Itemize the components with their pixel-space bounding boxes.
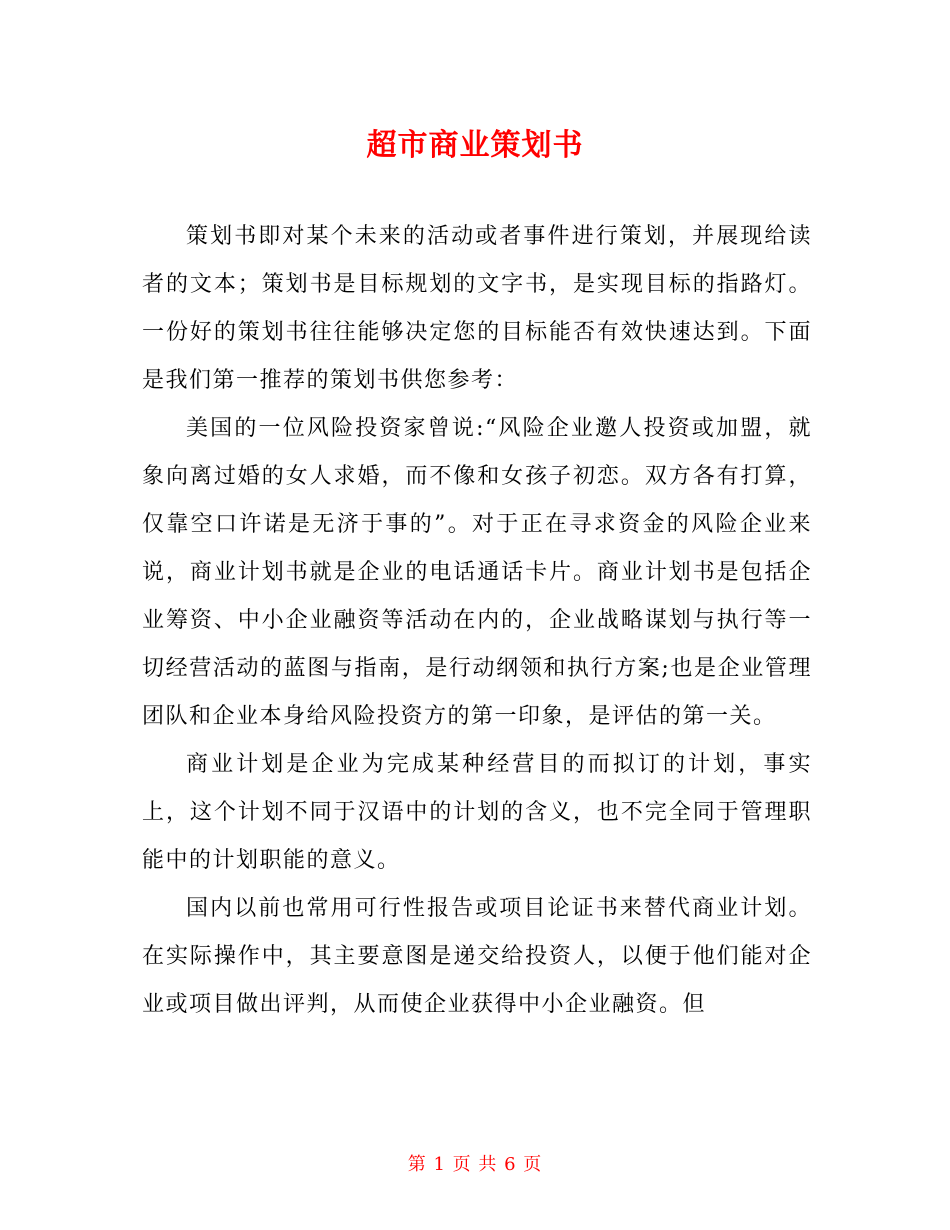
paragraph-3: 商业计划是企业为完成某种经营目的而拟订的计划，事实上，这个计划不同于汉语中的计划的含义，也不完全同于管理职能中的计划职能的意义。 bbox=[142, 752, 812, 873]
paragraph-2: 美国的一位风险投资家曾说:“风险企业邀人投资或加盟，就象向离过婚的女人求婚，而不像和女孩子初恋。双方各有打算，仅靠空口许诺是无济于事的”。对于正在寻求资金的风险企业来说，商业计划书就是企业的电话通话卡片。商业计划书是包括企业筹资、中小企业融资等活动在内的，企业战略谋划与执行等一切经营活动的蓝图与指南，是行动纲领和执行方案;也是企业管理团队和企业本身给风险投资方的第一印象，是评估的第一关。 bbox=[142, 416, 812, 729]
paragraph-4: 国内以前也常用可行性报告或项目论证书来替代商业计划。在实际操作中，其主要意图是递交给投资人，以便于他们能对企业或项目做出评判，从而使企业获得中小企业融资。但 bbox=[142, 896, 812, 1017]
document-title: 超市商业策划书 bbox=[366, 128, 584, 164]
paragraph-1: 策划书即对某个未来的活动或者事件进行策划，并展现给读者的文本；策划书是目标规划的文字书，是实现目标的指路灯。一份好的策划书往往能够决定您的目标能否有效快速达到。下面是我们第一推荐的策划书供您参考： bbox=[142, 224, 812, 393]
document-body bbox=[142, 213, 812, 1029]
page-footer: 第 1 页 共 6 页 bbox=[407, 1154, 543, 1175]
